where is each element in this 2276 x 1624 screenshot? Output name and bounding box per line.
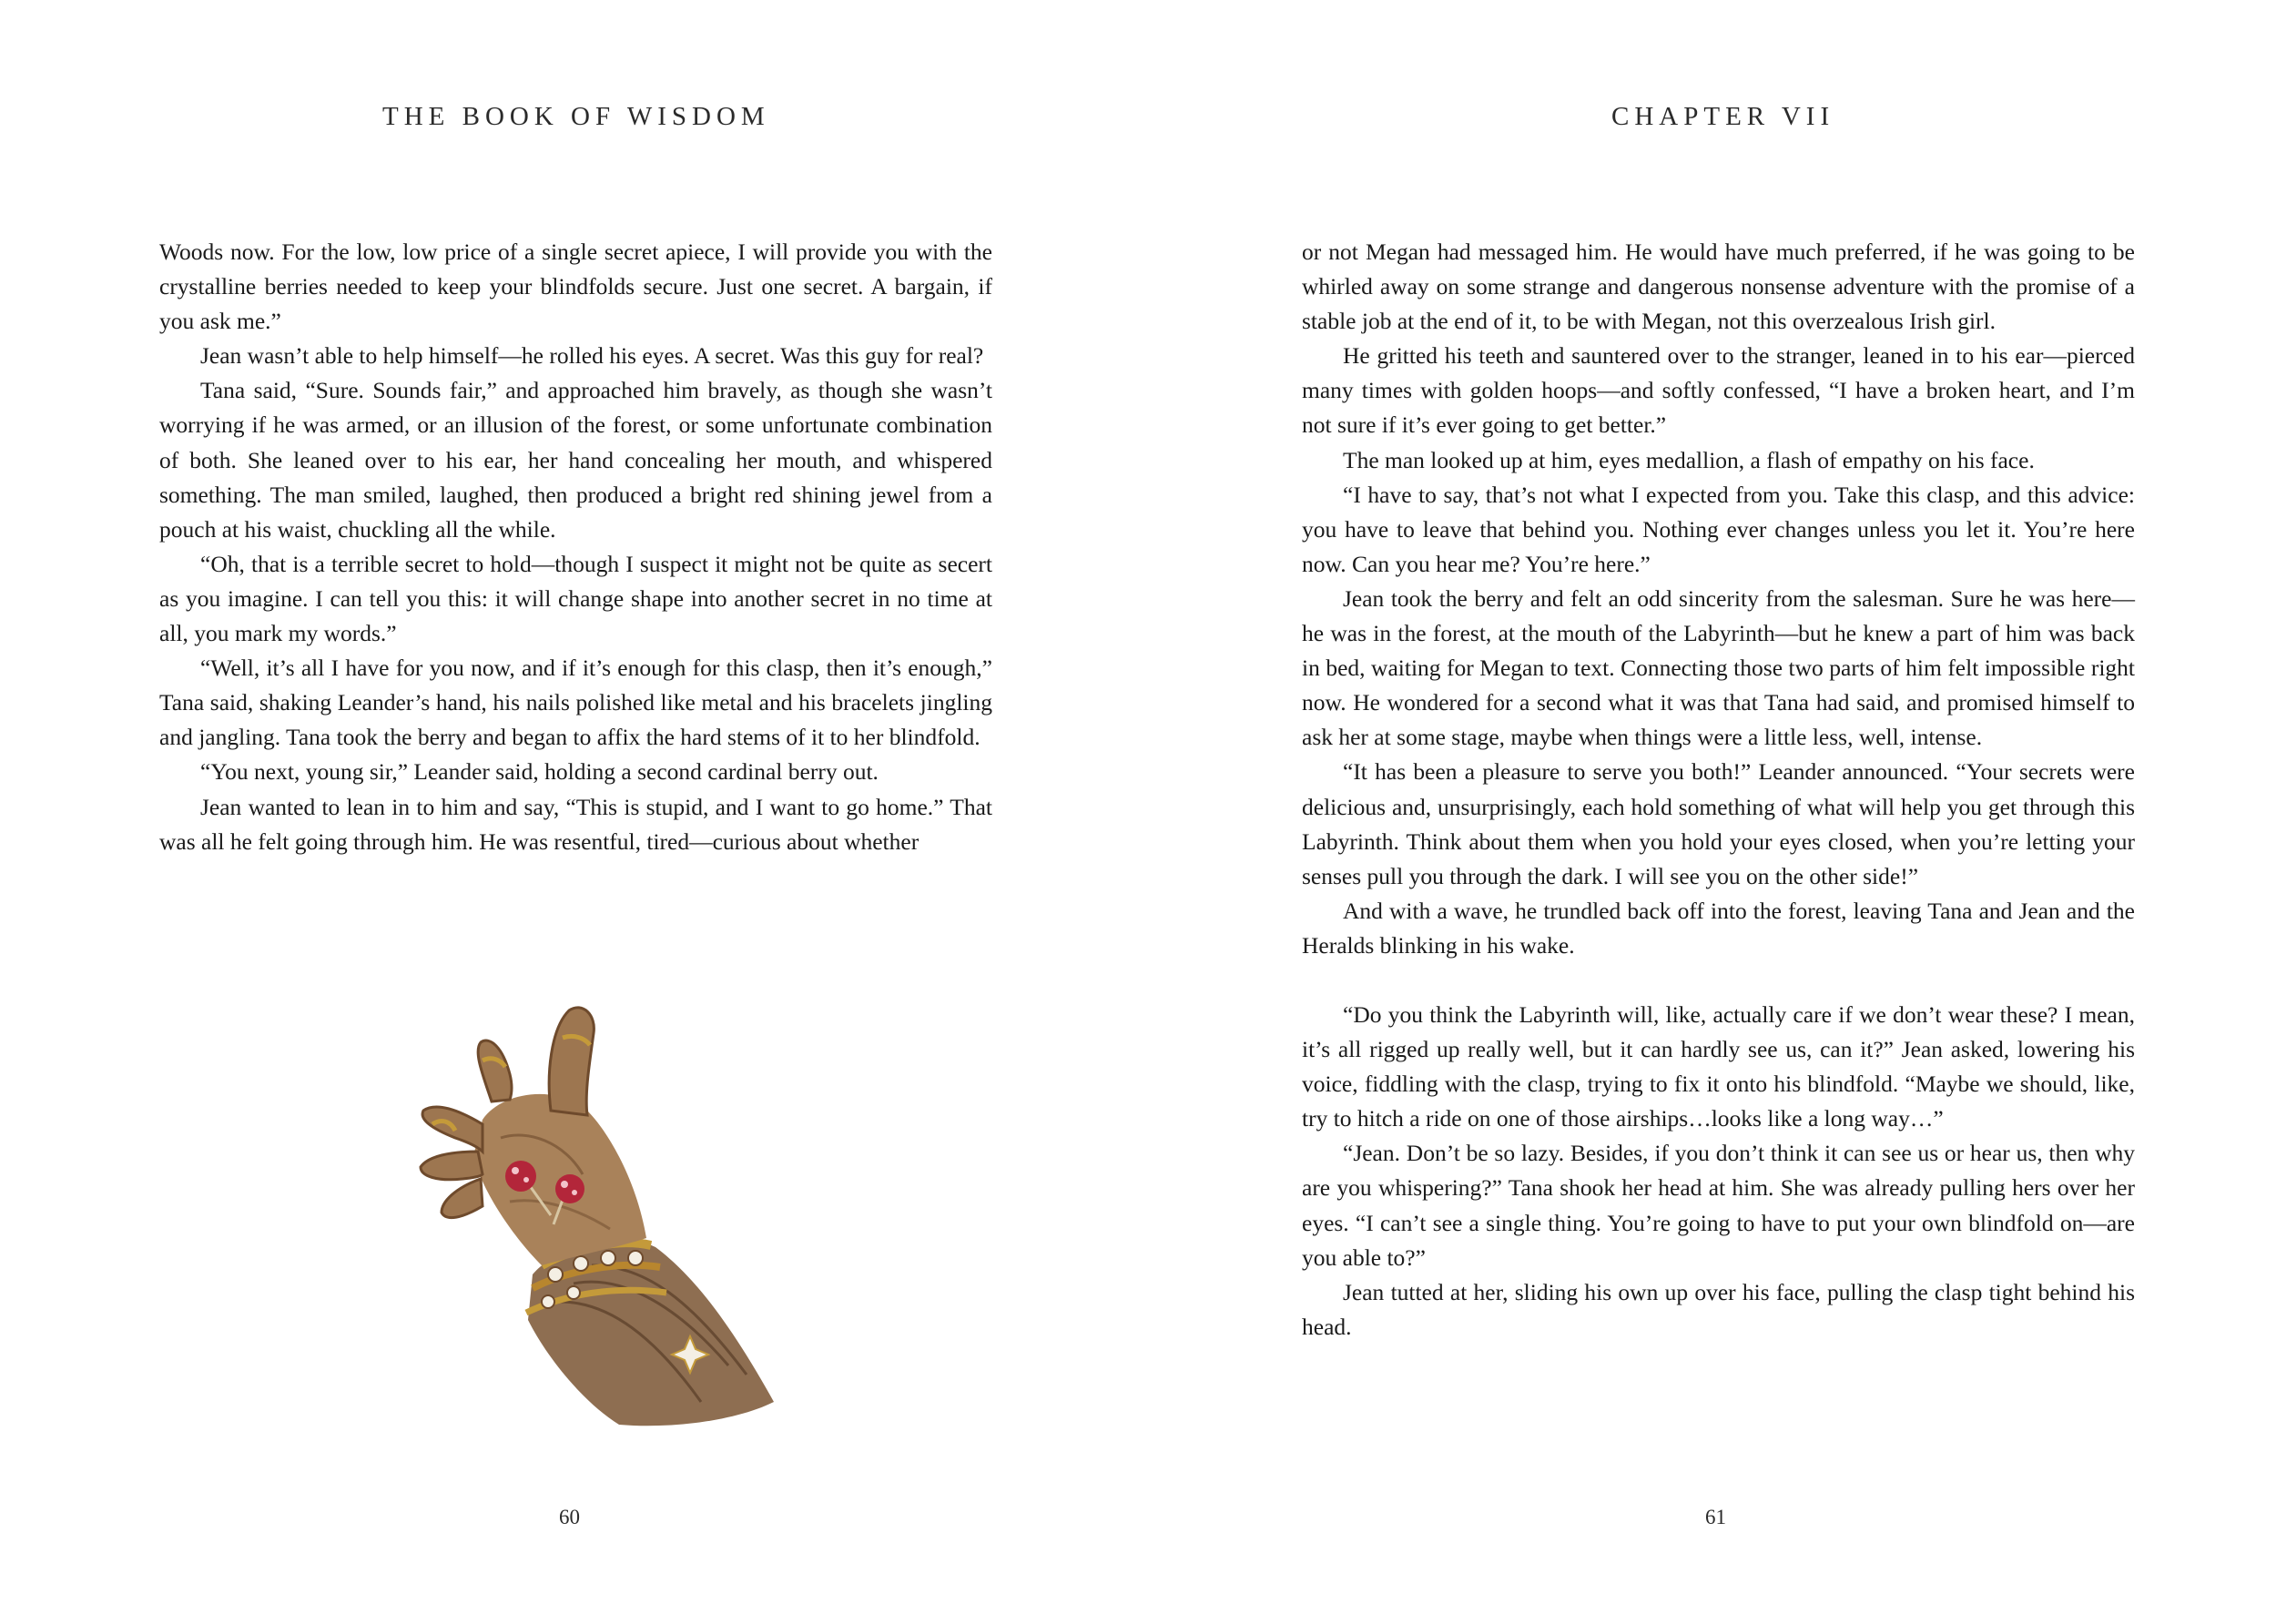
paragraph: The man looked up at him, eyes medallion, a flash of empathy on his face. [1343,446,2035,473]
paragraph: Jean wasn’t able to help himself—he rolled his eyes. A secret. Was this guy for real? [200,342,984,370]
berry-icon [555,1174,584,1203]
page-number: 60 [559,1506,580,1528]
paragraph: “Oh, that is a terrible secret to hold—though I suspect it might not be quite as secert as you imagine. I can tell you this: it will change shape into another secret in no time at all, you mark my words.” [159,550,992,647]
paragraph: “Do you think the Labyrinth will, like, actually care if we don’t wear these? I mean, it’s all rigged up really well, but it can hardly see us, can it?” Jean asked, lowering his voice, fiddling with the clasp, trying to fix it onto his blindfold. “Maybe we should, like, try to hitch a ride on one of those airships…looks like a long way…” [1302,1000,2135,1132]
paragraph: Jean took the berry and felt an odd sincerity from the salesman. Sure he was here—he was in the forest, at the mouth of the Labyrinth—but he knew a part of him was back in bed, waiting for Megan to text. Connecting those two parts of him felt impossible right now. He wondered for a second what it was that Tana had said, and promised himself to ask her at some stage, maybe when things were a little less, well, intense. [1302,584,2135,751]
paragraph: He gritted his teeth and sauntered over to the stranger, leaned in to his ear—pierced many times with golden hoops—and softly confessed, “I have a broken heart, and I’m not sure if it’s ever going to get better.” [1302,342,2135,439]
paragraph: or not Megan had messaged him. He would have much preferred, if he was going to be whirled away on some strange and dangerous nonsense adventure with the promise of a stable job at the end of it, to be with Megan, not this overzealous Irish girl. [1302,239,2135,335]
paragraph: “I have to say, that’s not what I expected from you. Take this clasp, and this advice: you have to leave that behind you. Nothing ever changes unless you let it. You’re here now. Can you hear me? You’re here.” [1302,481,2135,577]
paragraph: “Jean. Don’t be so lazy. Besides, if you don’t think it can see us or hear us, then why are you whispering?” Tana shook her head at him. She was already pulling hers over her eyes. “I can’t see a single thing. You’re going to have to put your own blindfold on—are you able to?” [1302,1140,2135,1271]
hand-holding-berries-illustration [346,974,801,1429]
page-number: 61 [1705,1506,1726,1528]
paragraph: And with a wave, he trundled back off into the forest, leaving Tana and Jean and the Heralds blinking in his wake. [1302,897,2135,959]
left-page-body-text [159,235,992,859]
berry-icon [505,1161,536,1192]
paragraph: “You next, young sir,” Leander said, holding a second cardinal berry out. [200,758,879,786]
running-head-book-title: THE BOOK OF WISDOM [382,102,770,131]
paragraph: Woods now. For the low, low price of a single secret apiece, I will provide you with the crystalline berries needed to keep your blindfolds secure. Just one secret. A bargain, if you ask me.” [159,239,992,335]
running-head-chapter: CHAPTER VII [1611,102,1835,131]
paragraph: “It has been a pleasure to serve you both!” Leander announced. “Your secrets were delicious and, unsurprisingly, each hold something of what will help you get through this Labyrinth. Think about them when you hold your eyes closed, when you’re letting your senses pull you through the dark. I will see you on the other side!” [1302,758,2135,889]
paragraph: Tana said, “Sure. Sounds fair,” and approached him bravely, as though she wasn’t worrying if he was armed, or an illusion of the forest, or some unfortunate combination of both. She leaned over to his ear, her hand concealing her mouth, and whispered something. The man smiled, laughed, then produced a bright red shining jewel from a pouch at his waist, chuckling all the while. [159,377,992,543]
paragraph: Jean wanted to lean in to him and say, “This is stupid, and I want to go home.” That was all he felt going through him. He was resentful, tired—curious about whether [159,793,992,855]
paragraph: Jean tutted at her, sliding his own up over his face, pulling the clasp tight behind his head. [1302,1278,2135,1340]
right-page-body-text [1302,235,2135,1345]
right-page [1138,0,2276,1624]
hand-illustration-svg [346,974,801,1429]
paragraph: “Well, it’s all I have for you now, and if it’s enough for this clasp, then it’s enough,” Tana said, shaking Leander’s hand, his nails polished like metal and his bracelets jingling and jangling. Tana took the berry and began to affix the hard stems of it to her blindfold. [159,655,992,751]
